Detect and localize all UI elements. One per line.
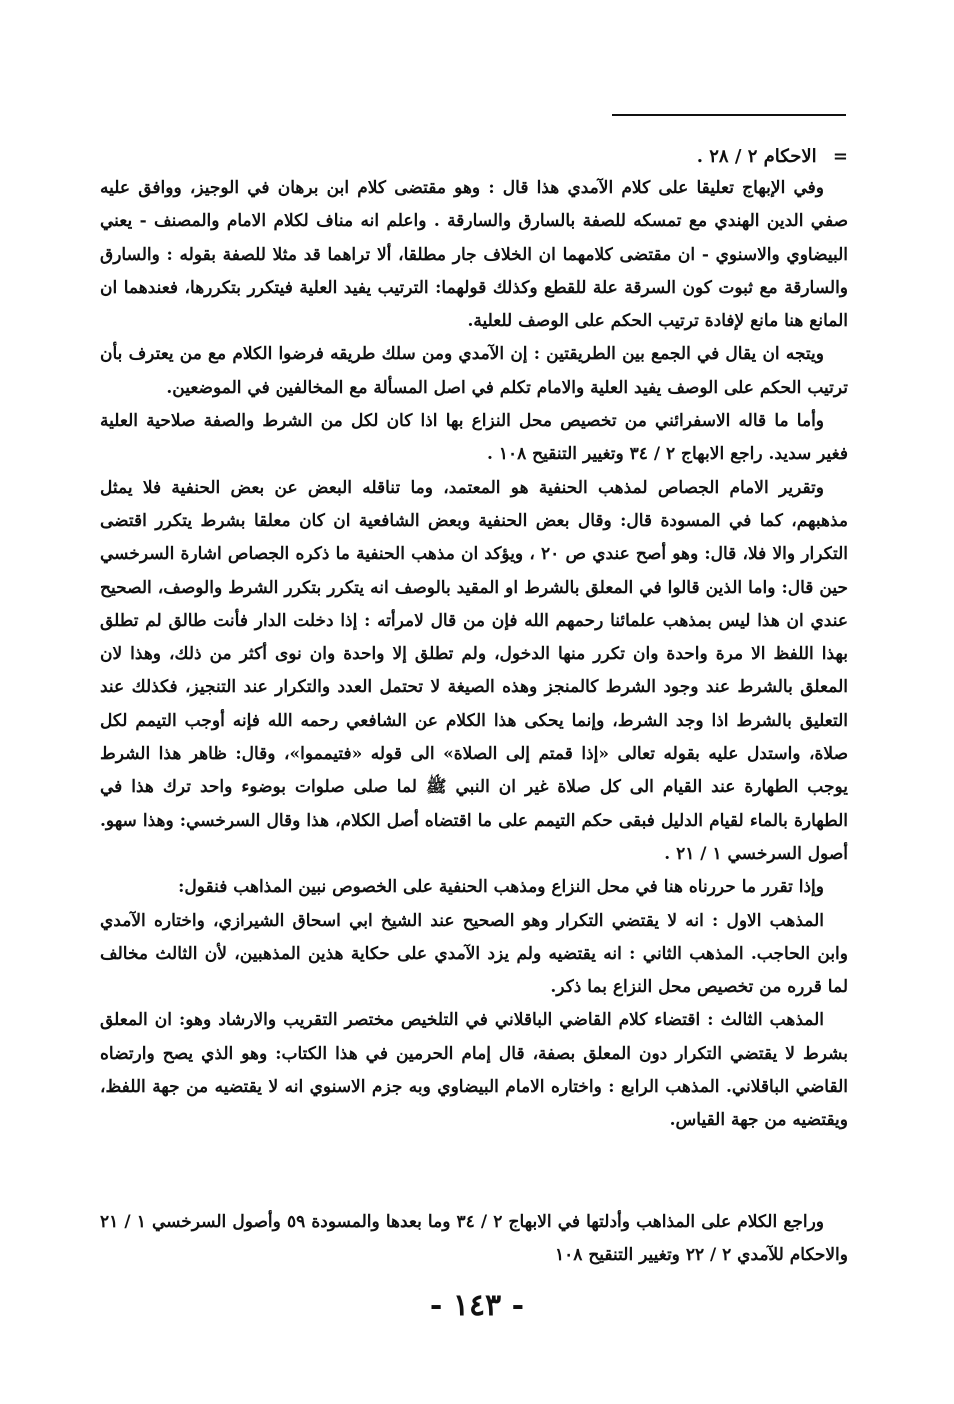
paragraph-jassas-hanafi: وتقرير الامام الجصاص لمذهب الحنفية هو المعتمد، وما تناقله البعض عن بعض الحنفية فلا يمثل مذهبهم، كما في المسودة قال: وقال بعض الحنفية وبعض الشافعية ان كان معلقا بشرط يتكرر اقتضى التكرار والا فلا، قال: وهو أصح عندي ص ٢٠ ، ويؤكد ان مذهب الحنفية ما ذكره الجصاص اشارة السرخسي حين قال: واما الذين قالوا في المعلق بالشرط او المقيد بالوصف انه يتكرر بتكرر الشرط والوصف، الصحيح عندي ان هذا ليس بمذهب علمائنا رحمهم الله فإن من قال لامرأته : إذا دخلت الدار فأنت طالق لم تطلق بهذا اللفظ الا مرة واحدة وان تكرر منها الدخول، ولم تطلق إلا واحدة وان نوى أكثر من ذلك، وهذا لان المعلق بالشرط عند وجود الشرط كالمنجز وهذه الصيغة لا تحتمل العدد والتكرار عند التنجيز، فكذلك عند التعليق بالشرط اذا وجد الشرط، وإنما يحكى هذا الكلام عن الشافعي رحمه الله فإنه أوجب التيمم لكل صلاة، واستدل عليه بقوله تعالى «إذا قمتم إلى الصلاة» الى قوله «فتيمموا»، وقال: ظاهر هذا الشرط يوجب الطهارة عند القيام الى كل صلاة غير ان النبي ﷺ لما صلى صلوات بوضوء واحد ترك هذا في الطهارة بالماء لقيام الدليل فبقى حكم التيمم على ما اقتضاه أصل الكلام، هذا وقال السرخسي: وهذا سهو. أصول السرخسي ١ / ٢١ . bbox=[100, 477, 848, 864]
closing-reference-block bbox=[100, 1206, 848, 1273]
paragraph-isfaraini: وأما ما قاله الاسفرائني من تخصيص محل النزاع بها اذا كان لكل من الشرط والصفة صلاحية العلية فغير سديد. راجع الابهاج ٢ / ٣٤ وتغيير التنقيح ١٠٨ . bbox=[100, 411, 848, 465]
paragraph-madhab-3-4: المذهب الثالث : اقتضاء كلام القاضي الباقلاني في التلخيص مختصر التقريب والارشاد وهو: ان المعلق بشرط لا يقتضي التكرار دون المعلق بصفة، قال إمام الحرمين في هذا الكتاب: وهو الذي يصح وارتضاه القاضي الباقلاني. المذهب الرابع : واختاره الامام البيضاوي وبه جزم الاسنوي انه لا يقتضيه من جهة اللفظ، ويقتضيه من جهة القياس. bbox=[100, 1010, 848, 1131]
paragraph-ibhaj-commentary: وفي الإبهاج تعليقا على كلام الآمدي هذا قال : وهو مقتضى كلام ابن برهان في الوجيز، ووافق عليه صفي الدين الهندي مع تمسكه للصفة بالسارق والسارقة . واعلم انه مناف لكلام الامام والمصنف - يعني البيضاوي والاسنوي - ان مقتضى كلامهما ان الخلاف جار مطلقا، ألا تراهما قد مثلا للصفة بقوله : والسارق والسارقة مع ثبوت كون السرقة علة للقطع وكذلك قولهما: الترتيب يفيد العلية فيتكرر بتكررها، فعندهما ان المانع هنا مانع لإفادة ترتيب الحكم على الوصف للعلية. bbox=[100, 178, 848, 332]
paragraph-intro-madhahib: وإذا تقرر ما حررناه هنا في محل النزاع ومذهب الحنفية على الخصوص نبين المذاهب فنقول: bbox=[178, 877, 824, 898]
footnote-reference: الاحكام ٢ / ٢٨ . bbox=[696, 146, 817, 167]
footnote-continuation-marker: = bbox=[832, 146, 848, 167]
page-number: - ١٤٣ - bbox=[429, 1288, 525, 1323]
paragraph-madhab-1-2: المذهب الاول : انه لا يقتضي التكرار وهو الصحيح عند الشيخ ابي اسحاق الشيرازي، واختاره الآمدي وابن الحاجب. المذهب الثاني : انه يقتضيه ولم يزد الآمدي على حكاية هذين المذهبين، لأن الثالث مخالف لما قرره من تخصيص محل النزاع بما ذكر. bbox=[100, 910, 848, 998]
footnote-body bbox=[100, 172, 848, 1138]
paragraph-reconciliation: ويتجه ان يقال في الجمع بين الطريقتين : إن الآمدي ومن سلك طريقه فرضوا الكلام مع من يعترف بأن ترتيب الحكم على الوصف يفيد العلية والامام تكلم في اصل المسألة مع المخالفين في الموضعين. bbox=[100, 344, 848, 398]
footnote-separator-rule bbox=[612, 114, 846, 116]
paragraph-closing-references: وراجع الكلام على المذاهب وأدلتها في الابهاج ٢ / ٣٤ وما بعدها والمسودة ٥٩ وأصول السرخسي ١ / ٢١ والاحكام للآمدي ٢ / ٢٢ وتغيير التنقيح ١٠٨ bbox=[100, 1212, 848, 1266]
footnote-header bbox=[560, 140, 848, 174]
